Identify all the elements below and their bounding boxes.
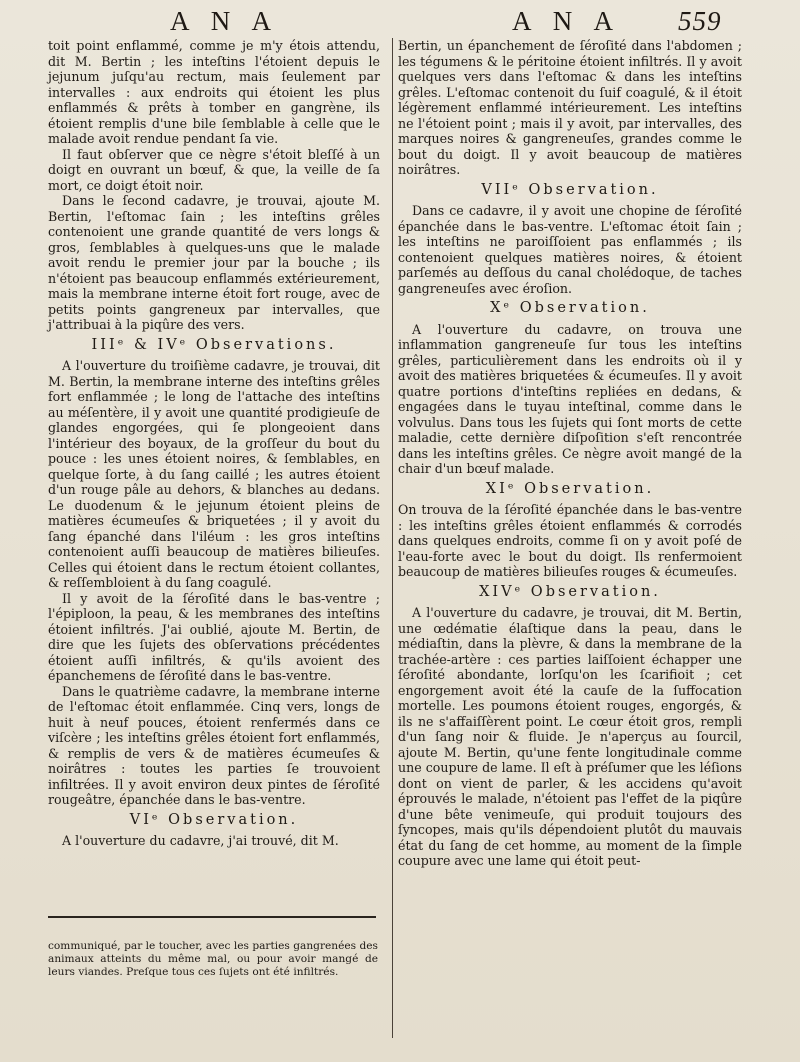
running-head-left: A N A xyxy=(170,6,280,36)
section-heading: Xᵉ Observation. xyxy=(490,300,650,316)
paragraph: Dans le quatrième cadavre, la membrane interne de l'eſtomac étoit enflammée. Cinq vers, longs de huit à neuf pouces, étoient renfermés dans ce viſcère ; les inteſtins grêles étoient fort enflammés, & remplis de vers & de matières écumeuſes & noirâtres : toutes les parties ſe trouvoient infiltrées. Il y avoit environ deux pintes de ſéroſité rougeâtre, épanchée dans le bas-ventre. xyxy=(48,683,380,807)
paragraph: Dans ce cadavre, il y avoit une chopine de ſéroſité épanchée dans le bas-ventre. L'eſtomac étoit ſain ; les inteſtins ne paroiſſoient pas enflammés ; ils contenoient quelques matières noires, & étoient parſemés au deſſous du canal cholédoque, de taches gangreneuſes avec éroſion. xyxy=(398,203,742,296)
running-head xyxy=(0,6,800,36)
page-number: 559 xyxy=(678,6,722,36)
section-heading: XIᵉ Observation. xyxy=(485,480,655,497)
paragraph: Bertin, un épanchement de ſéroſité dans l'abdomen ; les tégumens & le péritoine étoient infiltrés. Il y avoit quelques vers dans l'eſtomac & dans les inteſtins grêles. L'eſtomac contenoit du ſuif coagulé, & il étoit légèrement enflammé intérieurement. Les inteſtins ne l'étoient point ; mais il y avoit, par intervalles, des marques noires & gangreneuſes, grandes comme le bout du doigt. Il y avoit beaucoup de matières noirâtres. xyxy=(398,38,742,177)
footnote-rule xyxy=(48,916,376,918)
paragraph: A l'ouverture du cadavre, j'ai trouvé, dit M. xyxy=(62,833,339,848)
section-heading: IIIᵉ & IVᵉ Observations. xyxy=(91,336,337,353)
section-heading: XIVᵉ Observation. xyxy=(479,583,661,600)
left-column xyxy=(48,38,380,849)
running-head-right: A N A xyxy=(512,6,622,36)
paragraph: A l'ouverture du cadavre, on trouva une inflammation gangreneuſe ſur tous les inteſtins grêles, particulièrement dans les endroits où il y avoit des matières briquetées & écumeuſes. Il y avoit quatre portions d'inteſtins repliées en dedans, & engagées dans le tuyau inteſtinal, comme dans le volvulus. Dans tous les ſujets qui ſont morts de cette maladie, cette dernière diſpoſition s'eſt rencontrée dans les inteſtins grêles. Ce nègre avoit mangé de la chair d'un bœuf malade. xyxy=(398,321,742,476)
paragraph: Dans le ſecond cadavre, je trouvai, ajoute M. Bertin, l'eſtomac ſain ; les inteſtins grêles contenoient une grande quantité de vers longs & gros, ſemblables à quelques-uns que le malade avoit rendu le premier jour par la bouche ; ils n'étoient pas beaucoup enflammés extérieurement, mais la membrane interne étoit fort rouge, avec de petits points gangreneux par intervalles, que j'attribuai à la piqûre des vers. xyxy=(48,193,380,332)
paragraph: On trouva de la ſéroſité épanchée dans le bas-ventre : les inteſtins grêles étoient enflammés & corrodés dans quelques endroits, comme ſi on y avoit poſé de l'eau-forte avec le bout du doigt. Ils renfermoient beaucoup de matières bilieuſes rouges & écumeuſes. xyxy=(398,502,742,579)
section-heading: VIᵉ Observation. xyxy=(129,811,299,828)
footnote: communiqué, par le toucher, avec les parties gangrenées des animaux atteints du même mal, ou pour avoir mangé de leurs viandes. Preſque tous ces ſujets ont été infiltrés. xyxy=(48,940,378,978)
paragraph: A l'ouverture du cadavre, je trouvai, dit M. Bertin, une œdématie élaſtique dans la peau, dans le médiaſtin, dans la plèvre, & dans la membrane de la trachée-artère : ces parties laiſſoient échapper une ſéroſité abondante, lorſqu'on les ſcarifioit ; cet engorgement avoit été la cauſe de la ſuffocation mortelle. Les poumons étoient rouges, engorgés, & ils ne s'affaiſſèrent point. Le cœur étoit gros, rempli d'un ſang noir & fluide. Je n'aperçus au ſourcil, ajoute M. Bertin, qu'une fente longitudinale comme une coupure de lame. Il eſt à préſumer que les léſions dont on vient de parler, & les accidens qu'avoit éprouvés le malade, n'étoient pas l'effet de la piqûre d'une bête venimeuſe, qui produit toujours des ſyncopes, mais qu'ils dépendoient plutôt du mauvais état du ſang de cet homme, au moment de la ſimple coupure avec une lame qui étoit peut- xyxy=(398,605,742,868)
paragraph: A l'ouverture du troiſième cadavre, je trouvai, dit M. Bertin, la membrane interne des inteſtins grêles fort enflammée ; le long de l'attache des inteſtins au méſentère, il y avoit une quantité prodigieuſe de glandes engorgées, qui ſe plongeoient dans l'intérieur des boyaux, de la groſſeur du bout du pouce : les unes étoient noires, & ſemblables, en quelque ſorte, à du ſang caillé ; les autres étoient d'un rouge pâle au dehors, & blanches au dedans. Le duodenum & le jejunum étoient pleins de matières écumeuſes & briquetées ; il y avoit du ſang épanché dans l'iléum : les gros inteſtins contenoient auſſi beaucoup de matières bilieuſes. Celles qui étoient dans le rectum étoient collantes, & reſſembloient à du ſang coagulé. xyxy=(48,358,380,590)
paragraph: toit point enflammé, comme je m'y étois attendu, dit M. Bertin ; les inteſtins l'étoient depuis le jejunum juſqu'au rectum, mais ſeulement par intervalles : aux endroits qui étoient les plus enflammés & prêts à tomber en gangrène, ils étoient remplis d'une bile ſemblable à celle que le malade avoit rendue pendant ſa vie. xyxy=(48,38,380,146)
section-heading: VIIᵉ Observation. xyxy=(481,181,659,198)
right-column xyxy=(398,38,742,869)
paragraph: Il y avoit de la ſéroſité dans le bas-ventre ; l'épiploon, la peau, & les membranes des inteſtins étoient infiltrés. J'ai oublié, ajoute M. Bertin, de dire que les ſujets des obſervations précédentes étoient auſſi infiltrés, & qu'ils avoient des épanchemens de ſéroſité dans le bas-ventre. xyxy=(48,590,380,683)
column-divider xyxy=(392,38,393,1038)
paragraph: Il faut obſerver que ce nègre s'étoit bleſſé à un doigt en ouvrant un bœuf, & que, la veille de ſa mort, ce doigt étoit noir. xyxy=(48,146,380,193)
